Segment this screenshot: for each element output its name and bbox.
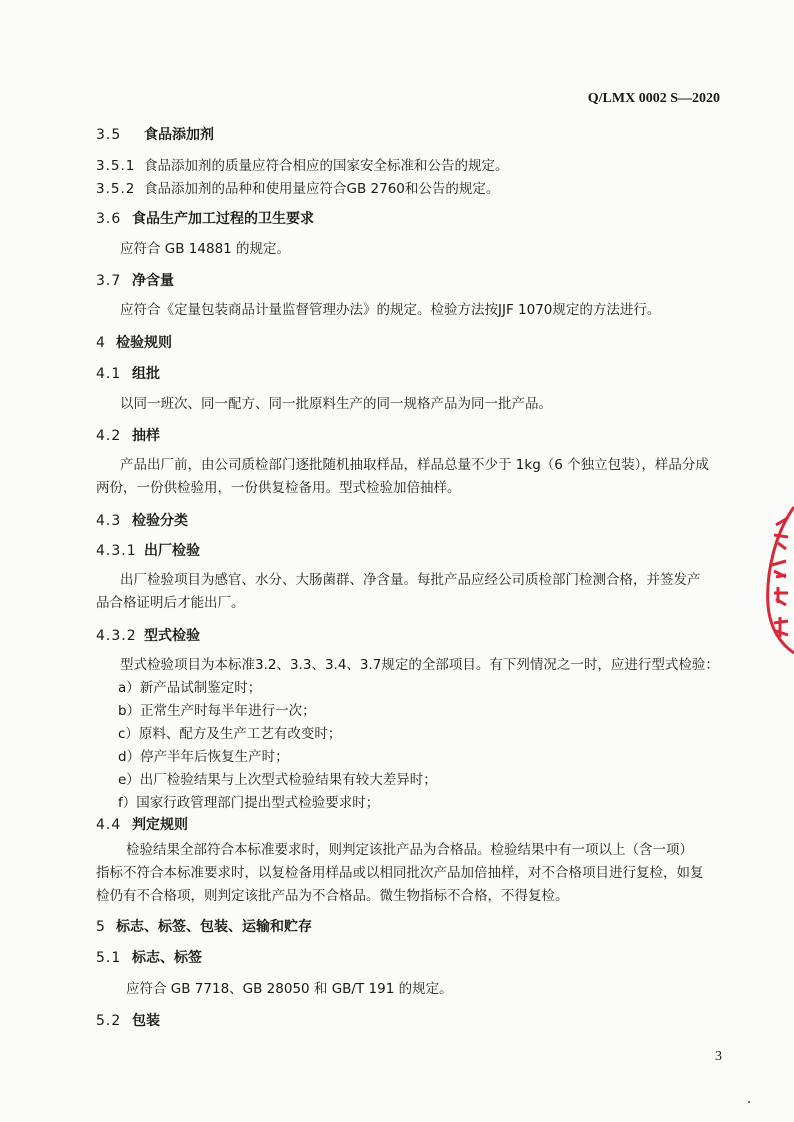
paragraph: 型式检验项目为本标准3.2、3.3、3.4、3.7规定的全部项目。有下列情况之一时，应进行型式检验： (120, 657, 719, 673)
section-title: 检验分类 (132, 513, 188, 529)
scan-speck (748, 1101, 750, 1103)
list-item-f: f）国家行政管理部门提出型式检验要求时； (118, 795, 380, 811)
chapter-number: 5 (96, 919, 106, 935)
list-item-d: d）停产半年后恢复生产时； (118, 749, 289, 765)
paragraph: 应符合 GB 14881 的规定。 (120, 241, 291, 257)
paragraph: 应符合 GB 7718、GB 28050 和 GB/T 191 的规定。 (126, 981, 453, 997)
section-4-1-heading (96, 363, 160, 383)
clause-number: 4.3.2 (96, 628, 137, 644)
list-item-e: e）出厂检验结果与上次型式检验结果有较大差异时； (118, 772, 437, 788)
section-5-2-heading (96, 1010, 160, 1030)
clause-number: 3.5.1 (96, 158, 136, 174)
section-number: 4.3 (96, 513, 122, 529)
section-3-5-heading (96, 124, 214, 144)
list-item-a: a）新产品试制鉴定时； (118, 680, 262, 696)
section-4-3-heading (96, 510, 188, 530)
paragraph-line: 出厂检验项目为感官、水分、大肠菌群、净含量。每批产品应经公司质检部门检测合格，并签发产 (120, 572, 701, 588)
section-number: 5.1 (96, 950, 122, 966)
section-number: 4.1 (96, 366, 122, 382)
clause-number: 4.3.1 (96, 543, 137, 559)
section-4-2-heading (96, 425, 160, 445)
section-title: 组批 (132, 366, 160, 382)
section-number: 4.2 (96, 428, 122, 444)
section-title: 食品添加剂 (144, 127, 214, 143)
clause-title: 出厂检验 (144, 543, 200, 559)
section-number: 3.7 (96, 273, 122, 289)
clause-title: 型式检验 (144, 628, 200, 644)
page-number: 3 (715, 1049, 722, 1064)
clause-4-3-2-heading (96, 625, 200, 645)
chapter-number: 4 (96, 335, 106, 351)
clause-text: 食品添加剂的质量应符合相应的国家安全标准和公告的规定。 (144, 158, 509, 174)
section-number: 3.5 (96, 127, 122, 143)
section-title: 食品生产加工过程的卫生要求 (132, 211, 314, 227)
chapter-4-heading (96, 332, 172, 352)
company-seal-stamp (764, 505, 794, 655)
clause-number: 3.5.2 (96, 181, 136, 197)
section-title: 判定规则 (132, 817, 188, 833)
section-number: 4.4 (96, 817, 122, 833)
section-title: 抽样 (132, 428, 160, 444)
paragraph-line: 检仍有不合格项，则判定该批产品为不合格品。微生物指标不合格，不得复检。 (96, 888, 569, 904)
chapter-5-heading (96, 916, 312, 936)
paragraph: 以同一班次、同一配方、同一批原料生产的同一规格产品为同一批产品。 (120, 396, 552, 412)
paragraph-line: 产品出厂前，由公司质检部门逐批随机抽取样品，样品总量不少于 1kg（6 个独立包装），样品分成 (120, 457, 709, 473)
paragraph-line: 两份，一份供检验用，一份供复检备用。型式检验加倍抽样。 (96, 480, 461, 496)
clause-3-5-1 (96, 154, 509, 174)
section-title: 净含量 (132, 273, 174, 289)
list-item-c: c）原料、配方及生产工艺有改变时； (118, 726, 342, 742)
list-item-b: b）正常生产时每半年进行一次； (118, 703, 316, 719)
section-3-7-heading (96, 270, 174, 290)
clause-3-5-2 (96, 177, 499, 197)
section-title: 包装 (132, 1013, 160, 1029)
section-3-6-heading (96, 208, 314, 228)
clause-4-3-1-heading (96, 540, 200, 560)
document-code: Q/LMX 0002 S—2020 (587, 91, 720, 106)
section-title: 标志、标签 (132, 950, 202, 966)
chapter-title: 标志、标签、包装、运输和贮存 (116, 919, 312, 935)
section-number: 5.2 (96, 1013, 122, 1029)
section-5-1-heading (96, 947, 202, 967)
paragraph-line: 指标不符合本标准要求时，以复检备用样品或以相同批次产品加倍抽样，对不合格项目进行复检，如复 (96, 865, 704, 881)
section-4-4-heading (96, 814, 188, 834)
paragraph: 应符合《定量包装商品计量监督管理办法》的规定。检验方法按JJF 1070规定的方法进行。 (120, 302, 661, 318)
paragraph-line: 检验结果全部符合本标准要求时，则判定该批产品为合格品。检验结果中有一项以上（含一项） (126, 842, 693, 858)
chapter-title: 检验规则 (116, 335, 172, 351)
paragraph-line: 品合格证明后才能出厂。 (96, 595, 245, 611)
clause-text: 食品添加剂的品种和使用量应符合GB 2760和公告的规定。 (144, 181, 500, 197)
section-number: 3.6 (96, 211, 122, 227)
